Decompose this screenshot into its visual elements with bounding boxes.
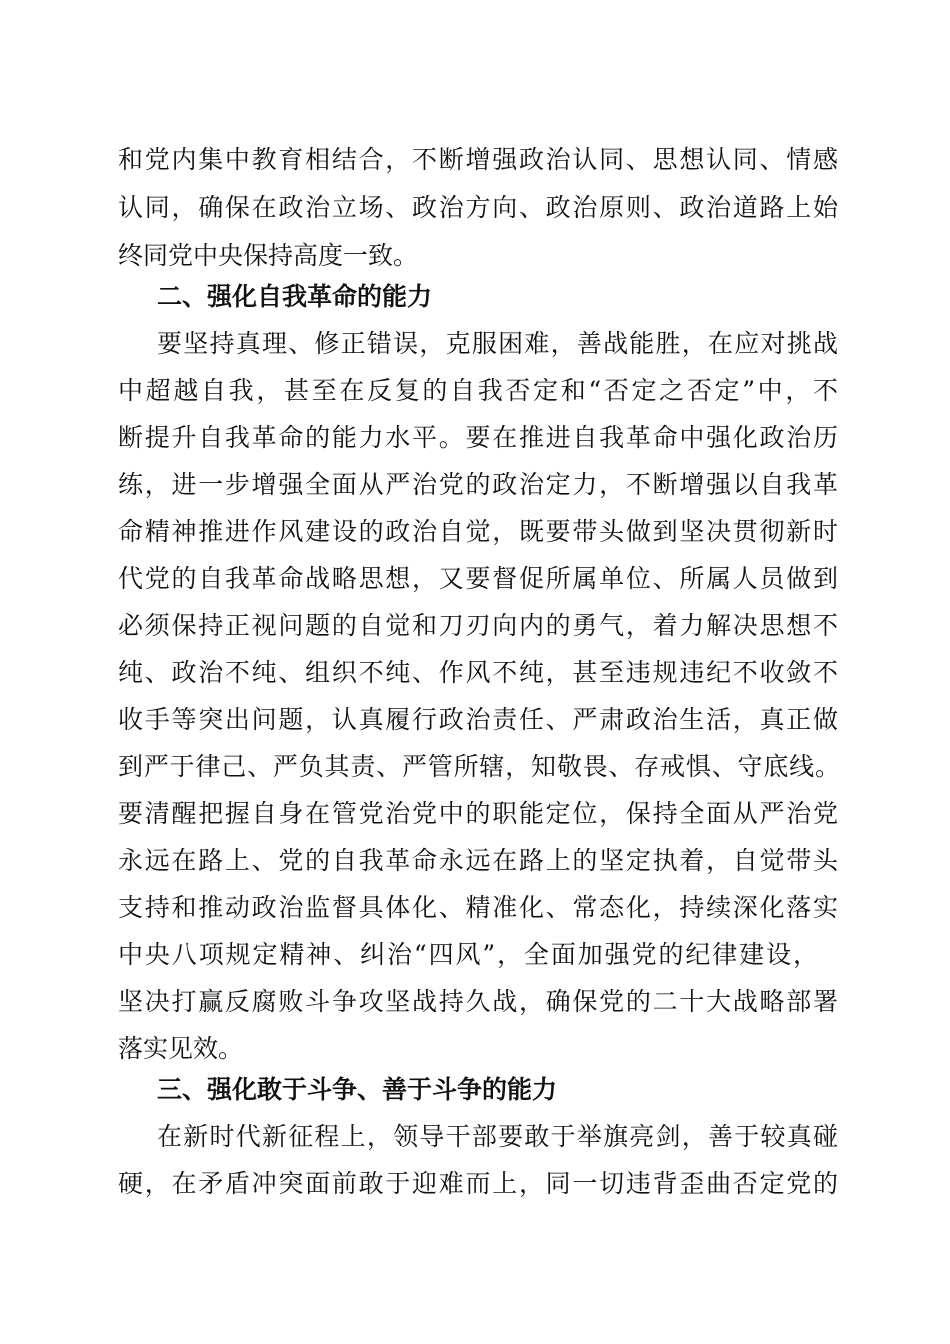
text-line: 代党的自我革命战略思想，又要督促所属单位、所属人员做到 <box>118 564 838 593</box>
text-line: 命精神推进作风建设的政治自觉，既要带头做到坚决贯彻新时 <box>118 517 838 546</box>
text-line: 和党内集中教育相结合，不断增强政治认同、思想认同、情感 <box>118 145 838 174</box>
text-line: 落实见效。 <box>118 1034 244 1063</box>
text-line: 支持和推动政治监督具体化、精准化、常态化，持续深化落实 <box>118 893 838 922</box>
text-line: 终同党中央保持高度一致。 <box>118 241 419 270</box>
text-line: 断提升自我革命的能力水平。要在推进自我革命中强化政治历 <box>118 423 838 452</box>
text-line: 必须保持正视问题的自觉和刀刃向内的勇气，着力解决思想不 <box>118 611 838 640</box>
text-line: 坚决打赢反腐败斗争攻坚战持久战，确保党的二十大战略部署 <box>118 987 838 1016</box>
text-line: 认同，确保在政治立场、政治方向、政治原则、政治道路上始 <box>118 193 838 222</box>
section-heading-3: 三、强化敢于斗争、善于斗争的能力 <box>157 1075 558 1104</box>
text-line: 收手等突出问题，认真履行政治责任、严肃政治生活，真正做 <box>118 705 838 734</box>
paragraph-first-line: 在新时代新征程上，领导干部要敢于举旗亮剑，善于较真碰 <box>157 1122 838 1151</box>
text-line: 到严于律己、严负其责、严管所辖，知敬畏、存戒惧、守底线。 <box>118 752 840 781</box>
text-line: 要清醒把握自身在管党治党中的职能定位，保持全面从严治党 <box>118 799 838 828</box>
text-line: 永远在路上、党的自我革命永远在路上的坚定执着，自觉带头 <box>118 846 838 875</box>
text-line: 中超越自我，甚至在反复的自我否定和“否定之否定”中，不 <box>118 376 838 405</box>
paragraph-first-line: 要坚持真理、修正错误，克服困难，善战能胜，在应对挑战 <box>157 329 838 358</box>
text-line: 练，进一步增强全面从严治党的政治定力，不断增强以自我革 <box>118 470 838 499</box>
text-line: 中央八项规定精神、纠治“四风”，全面加强党的纪律建设， <box>118 940 818 969</box>
section-heading-2: 二、强化自我革命的能力 <box>157 282 433 311</box>
text-line: 硬，在矛盾冲突面前敢于迎难而上，同一切违背歪曲否定党的 <box>118 1169 838 1198</box>
text-line: 纯、政治不纯、组织不纯、作风不纯，甚至违规违纪不收敛不 <box>118 658 838 687</box>
